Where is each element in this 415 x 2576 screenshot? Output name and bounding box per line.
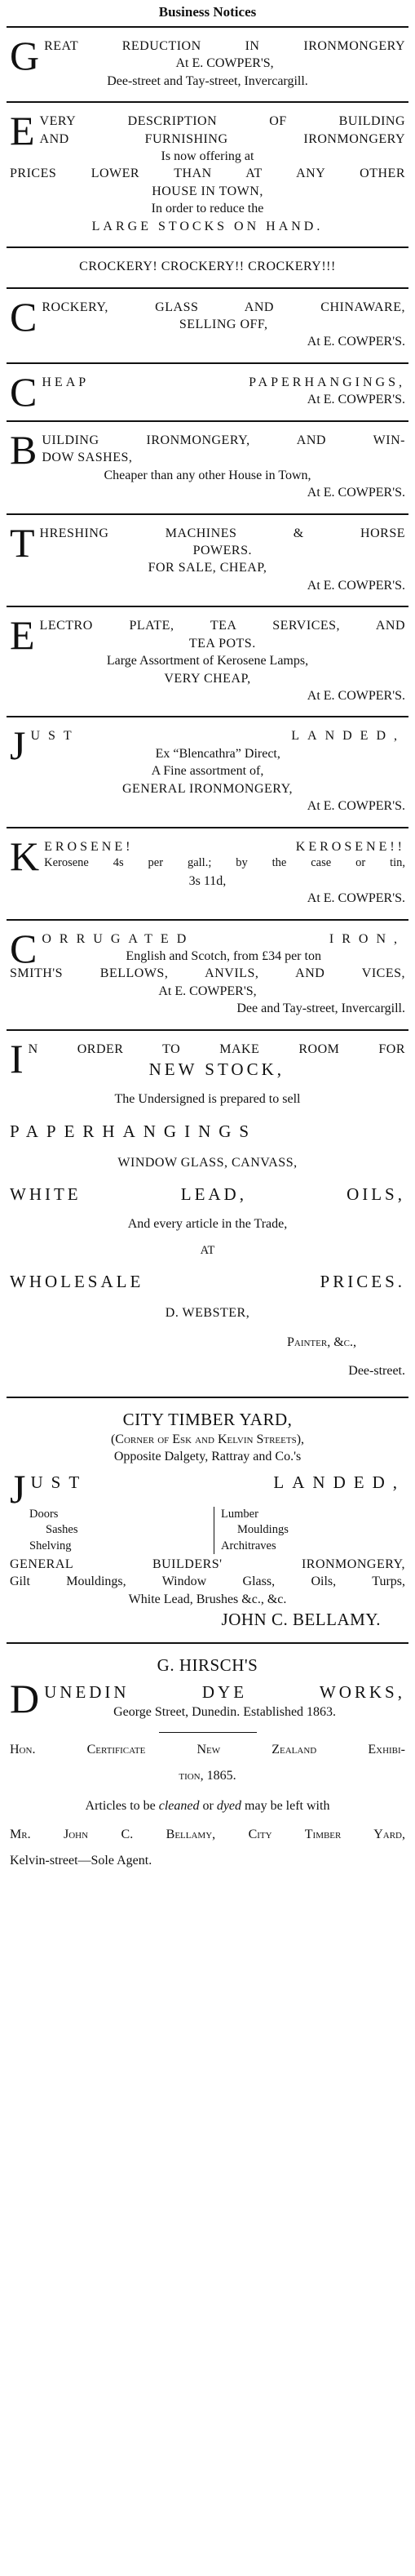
ad-hirsch-dye-works xyxy=(7,1644,408,1881)
ad-line: At E. COWPER'S. xyxy=(307,578,405,593)
goods-item: Lumber xyxy=(221,1507,258,1521)
ad-headline: REAT REDUCTION IN IRONMONGERY xyxy=(44,38,405,53)
drop-cap: T xyxy=(10,519,35,566)
notice-text: or xyxy=(199,1798,217,1813)
ad-line: AT xyxy=(200,1243,215,1257)
ad-line: HOUSE IN TOWN, xyxy=(152,184,263,198)
ad-headline: LECTRO PLATE, TEA SERVICES, AND xyxy=(39,619,405,633)
ad-line: The Undersigned is prepared to sell xyxy=(114,1092,301,1107)
ad-line: Mr. John C. Bellamy, City Timber Yard, xyxy=(10,1828,405,1842)
drop-cap: I xyxy=(10,1035,24,1081)
notice-text-dyed: dyed xyxy=(216,1798,242,1813)
ad-cheap-paperhangings xyxy=(7,364,408,422)
ad-headline: UST LANDED, xyxy=(30,729,405,744)
ad-line: tion, 1865. xyxy=(179,1768,236,1783)
ad-line: Kelvin-street—Sole Agent. xyxy=(10,1853,152,1868)
drop-cap: B xyxy=(10,426,38,473)
ad-corrugated-iron xyxy=(7,921,408,1031)
ad-line: WHITE LEAD, OILS, xyxy=(10,1184,405,1205)
ad-line: LARGE STOCKS ON HAND. xyxy=(91,219,324,233)
ad-headline: ROCKERY, GLASS AND CHINAWARE, xyxy=(42,300,405,314)
ad-line: English and Scotch, from £34 per ton xyxy=(126,948,321,963)
ad-headline: CROCKERY! CROCKERY!! CROCKERY!!! xyxy=(79,260,336,274)
ad-kerosene xyxy=(7,828,408,921)
ad-crockery-glass xyxy=(7,289,408,364)
ad-line: In order to reduce the xyxy=(151,202,264,216)
ad-headline: HEAP PAPERHANGINGS, xyxy=(42,375,405,389)
ad-line: SELLING OFF, xyxy=(179,318,268,332)
ad-line: Cheaper than any other House in Town, xyxy=(104,468,311,482)
ad-line: (Corner of Esk and Kelvin Streets), xyxy=(110,1432,305,1446)
ad-great-reduction xyxy=(7,28,408,103)
ad-line: GENERAL IRONMONGERY, xyxy=(121,781,294,796)
ad-line: At E. COWPER'S. xyxy=(307,335,405,349)
ad-line: At E. COWPER'S, xyxy=(175,56,274,71)
goods-columns xyxy=(29,1507,405,1554)
ad-headline: EROSENE! KEROSENE!! xyxy=(44,839,405,854)
ad-line: Dee-street. xyxy=(348,1364,405,1379)
ad-line: Painter, &c., xyxy=(286,1335,356,1349)
ad-headline: CITY TIMBER YARD, xyxy=(122,1409,293,1429)
ad-line: Gilt Mouldings, Window Glass, Oils, Turps, xyxy=(10,1574,405,1589)
goods-left xyxy=(29,1507,214,1554)
ad-headline: TEA POTS. xyxy=(188,636,256,651)
ad-electro-plate xyxy=(7,607,408,717)
notice-text: Articles to be xyxy=(85,1798,159,1813)
ad-headline: UNEDIN DYE WORKS, xyxy=(44,1681,405,1702)
ad-signature: JOHN C. BELLAMY. xyxy=(221,1610,381,1630)
ad-line: At E. COWPER'S. xyxy=(307,486,405,500)
ad-every-description xyxy=(7,103,408,248)
drop-cap: C xyxy=(10,925,38,971)
ad-headline: AND FURNISHING IRONMONGERY xyxy=(39,131,405,146)
ad-line: And every article in the Trade, xyxy=(127,1217,288,1232)
goods-item: Architraves xyxy=(221,1539,276,1552)
ad-notice xyxy=(10,1797,405,1814)
drop-cap: E xyxy=(10,612,35,659)
goods-right xyxy=(214,1507,405,1554)
ad-line: At E. COWPER'S, xyxy=(158,984,257,998)
ad-line: SMITH'S BELLOWS, ANVILS, AND VICES, xyxy=(10,966,405,981)
ad-line: GENERAL BUILDERS' IRONMONGERY, xyxy=(10,1557,405,1571)
drop-cap: J xyxy=(10,722,26,769)
goods-item: Shelving xyxy=(29,1539,72,1552)
ad-line: PAPERHANGINGS xyxy=(10,1121,258,1141)
ad-line: Dee-street and Tay-street, Invercargill. xyxy=(107,73,308,88)
ad-line: Hon. Certificate New Zealand Exhibi- xyxy=(10,1743,405,1757)
ad-city-timber-yard xyxy=(7,1398,408,1645)
drop-cap: K xyxy=(10,833,40,879)
ad-headline: HRESHING MACHINES & HORSE xyxy=(39,526,405,540)
drop-cap: C xyxy=(10,368,38,415)
ad-line: White Lead, Brushes &c., &c. xyxy=(128,1592,287,1606)
ad-line: Dee and Tay-street, Invercargill. xyxy=(236,1002,405,1016)
ad-line: At E. COWPER'S. xyxy=(307,799,405,814)
ad-line: George Street, Dunedin. Established 1863. xyxy=(113,1704,337,1719)
goods-item: Sashes xyxy=(46,1523,78,1537)
drop-cap: J xyxy=(10,1465,26,1512)
ad-headline: UILDING IRONMONGERY, AND WIN- xyxy=(42,433,405,447)
ad-signature: D. WEBSTER, xyxy=(165,1306,250,1321)
drop-cap: G xyxy=(10,32,40,78)
ad-line: A Fine assortment of, xyxy=(151,764,264,779)
ad-line: FOR SALE, CHEAP, xyxy=(148,561,267,575)
separator-rule xyxy=(159,1732,257,1733)
notice-text-cleaned: cleaned xyxy=(158,1798,200,1813)
ad-headline: DOW SASHES, xyxy=(42,451,133,465)
ad-headline: N ORDER TO MAKE ROOM FOR xyxy=(28,1042,405,1056)
ad-line: Large Assortment of Kerosene Lamps, xyxy=(106,654,309,668)
ad-headline: POWERS. xyxy=(192,543,252,557)
ad-headline: UST LANDED, xyxy=(30,1472,405,1492)
ad-line: Opposite Dalgety, Rattray and Co.'s xyxy=(113,1450,302,1464)
drop-cap: D xyxy=(10,1675,40,1721)
ad-line: PRICES LOWER THAN AT ANY OTHER xyxy=(10,167,405,181)
ad-line: At E. COWPER'S. xyxy=(307,393,405,407)
ad-line: Is now offering at xyxy=(161,149,254,163)
ad-line: 3s 11d, xyxy=(188,873,227,888)
ad-line: WINDOW GLASS, CANVASS, xyxy=(117,1155,298,1170)
ad-headline: VERY DESCRIPTION OF BUILDING xyxy=(39,114,405,129)
ad-headline: G. HIRSCH'S xyxy=(157,1655,258,1676)
ad-webster-new-stock xyxy=(7,1031,408,1398)
ad-line: Ex “Blencathra” Direct, xyxy=(155,746,280,761)
notice-text: may be left with xyxy=(241,1798,330,1813)
ad-line: At E. COWPER'S. xyxy=(307,891,405,906)
ad-line: WHOLESALE PRICES. xyxy=(10,1272,405,1292)
drop-cap: C xyxy=(10,293,38,340)
ad-headline: NEW STOCK, xyxy=(148,1059,285,1080)
ad-line: Kerosene 4s per gall.; by the case or tin, xyxy=(44,856,405,870)
section-header: Business Notices xyxy=(158,4,257,20)
ad-just-landed-blencathra xyxy=(7,717,408,828)
ad-line: At E. COWPER'S. xyxy=(307,689,405,704)
ad-threshing-machines xyxy=(7,515,408,608)
ad-building-ironmongery xyxy=(7,422,408,515)
drop-cap: E xyxy=(10,108,35,154)
goods-item: Mouldings xyxy=(237,1523,289,1537)
goods-item: Doors xyxy=(29,1507,59,1521)
ad-headline: ORRUGATED IRON, xyxy=(42,931,405,946)
ad-crockery-banner xyxy=(7,248,408,288)
ad-line: VERY CHEAP, xyxy=(164,671,251,686)
